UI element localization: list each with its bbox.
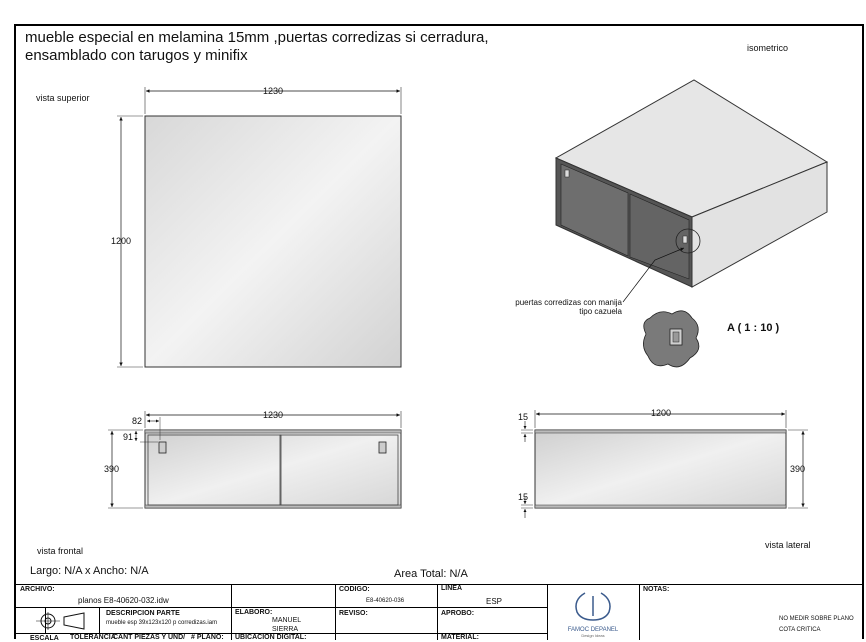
material-header: MATERIAL:: [441, 634, 479, 641]
plano-header: # PLANO:: [191, 634, 224, 641]
logo-mark-icon: [561, 588, 625, 622]
size-label: Largo: N/A x Ancho: N/A: [30, 565, 149, 577]
callout-line-1: puertas corredizas con manija: [515, 298, 622, 307]
tolerancia-header: TOLERANCIA: [70, 634, 116, 641]
elaboro-header: ELABORO:: [235, 609, 273, 616]
top-view-label: vista superior: [36, 93, 90, 103]
dim-side-height: 390: [790, 464, 806, 474]
dim-front-offset-y: 91: [123, 432, 134, 442]
elaboro-value-2: SIERRA: [272, 626, 299, 633]
archivo-header: ARCHIVO:: [20, 586, 55, 593]
linea-header: LINEA: [441, 585, 462, 592]
escala-header: ESCALA: [30, 635, 59, 642]
codigo-header: CODIGO:: [339, 586, 370, 593]
company-logo: [561, 588, 625, 636]
archivo-value: planos E8-40620-032.idw: [78, 596, 169, 605]
title-line-2: ensamblado con tarugos y minifix: [25, 47, 248, 64]
desc-value: mueble esp 39x123x120 p corredizas.iam: [106, 620, 218, 626]
dim-front-offset-x: 82: [132, 416, 143, 426]
door-callout: [505, 298, 622, 316]
cant-header: CANT PIEZAS Y UND/: [113, 634, 186, 641]
projection-symbol-icon: [20, 611, 94, 631]
callout-line-2: tipo cazuela: [579, 307, 622, 316]
reviso-header: REVISO:: [339, 610, 368, 617]
dim-side-width: 1200: [650, 408, 672, 418]
dim-front-width: 1230: [262, 410, 284, 420]
codigo-value: E8-40620-036: [366, 598, 405, 604]
front-view-label: vista frontal: [37, 546, 84, 556]
linea-value: ESP: [486, 597, 503, 606]
cota-critica-note: COTA CRITICA: [779, 627, 821, 633]
logo-subtext: Design Ideas: [581, 633, 605, 638]
area-label: Area Total: N/A: [394, 568, 468, 580]
no-medir-note: NO MEDIR SOBRE PLANO: [779, 616, 854, 622]
side-view-label: vista lateral: [765, 540, 811, 550]
title-line-1: mueble especial en melamina 15mm ,puertas corredizas si cerradura,: [25, 29, 489, 46]
dim-front-height: 390: [104, 464, 120, 474]
logo-text: FAMOC DEPANEL: [567, 627, 619, 633]
isometric-label: isometrico: [747, 43, 789, 53]
detail-label: A ( 1 : 10 ): [727, 322, 780, 334]
desc-header: DESCRIPCION PARTE: [106, 610, 180, 617]
ubicacion-header: UBICACION DIGITAL:: [235, 634, 307, 641]
aprobo-header: APROBO:: [441, 610, 475, 617]
dim-side-top: 15: [518, 412, 529, 422]
dim-top-width: 1230: [262, 86, 284, 96]
drawing-title: [25, 29, 545, 65]
dim-top-depth: 1200: [111, 236, 132, 246]
dim-side-bottom: 15: [518, 492, 529, 502]
title-block: [16, 584, 864, 640]
elaboro-value-1: MANUEL: [272, 617, 302, 624]
notas-header: NOTAS:: [643, 586, 670, 593]
